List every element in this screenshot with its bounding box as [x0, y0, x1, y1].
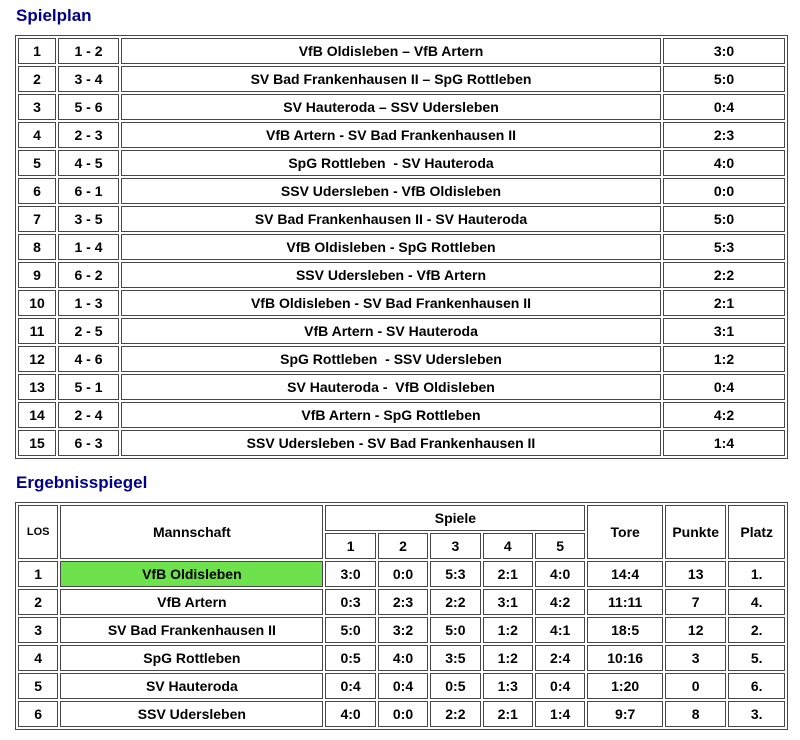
match-name-cell: VfB Oldisleben - SV Bad Frankenhausen II — [121, 290, 661, 316]
match-name-cell: SpG Rottleben - SSV Udersleben — [121, 346, 661, 372]
standings-row — [18, 673, 785, 699]
standings-row — [18, 561, 785, 587]
match-row — [18, 402, 785, 428]
los-cell: 4 — [18, 645, 58, 671]
game-result-cell: 3:2 — [378, 617, 428, 643]
match-row — [18, 430, 785, 456]
los-cell: 5 — [18, 673, 58, 699]
punkte-cell: 3 — [665, 645, 726, 671]
match-number-cell: 11 — [18, 318, 56, 344]
game-number-header: 4 — [483, 533, 533, 559]
game-result-cell: 0:4 — [535, 673, 585, 699]
result-cell: 1:2 — [663, 346, 785, 372]
match-number-cell: 4 — [18, 122, 56, 148]
standings-row — [18, 617, 785, 643]
game-result-cell: 0:5 — [430, 673, 480, 699]
pairing-cell: 2 - 5 — [58, 318, 119, 344]
game-result-cell: 2:2 — [430, 589, 480, 615]
match-row — [18, 66, 785, 92]
game-result-cell: 0:3 — [325, 589, 375, 615]
platz-cell: 5. — [728, 645, 785, 671]
team-cell: SSV Udersleben — [60, 701, 323, 727]
spiele-header: Spiele — [325, 505, 585, 531]
mannschaft-header: Mannschaft — [60, 505, 323, 559]
game-result-cell: 2:1 — [483, 701, 533, 727]
match-name-cell: VfB Artern - SV Hauteroda — [121, 318, 661, 344]
los-cell: 3 — [18, 617, 58, 643]
game-result-cell: 3:5 — [430, 645, 480, 671]
page-content — [15, 0, 788, 730]
match-row — [18, 94, 785, 120]
spielplan-table — [15, 35, 788, 459]
game-result-cell: 1:2 — [483, 617, 533, 643]
game-result-cell: 1:3 — [483, 673, 533, 699]
pairing-cell: 2 - 3 — [58, 122, 119, 148]
tore-header: Tore — [587, 505, 663, 559]
punkte-header: Punkte — [665, 505, 726, 559]
match-name-cell: SSV Udersleben - VfB Oldisleben — [121, 178, 661, 204]
team-cell: VfB Oldisleben — [60, 561, 323, 587]
match-number-cell: 12 — [18, 346, 56, 372]
tore-cell: 1:20 — [587, 673, 663, 699]
result-cell: 3:0 — [663, 38, 785, 64]
game-number-header: 2 — [378, 533, 428, 559]
pairing-cell: 3 - 4 — [58, 66, 119, 92]
result-cell: 2:3 — [663, 122, 785, 148]
platz-cell: 6. — [728, 673, 785, 699]
game-result-cell: 4:0 — [378, 645, 428, 671]
ergebnisspiegel-title: Ergebnisspiegel — [16, 473, 148, 492]
standings-row — [18, 589, 785, 615]
tore-cell: 18:5 — [587, 617, 663, 643]
match-number-cell: 14 — [18, 402, 56, 428]
pairing-cell: 5 - 6 — [58, 94, 119, 120]
match-row — [18, 234, 785, 260]
match-name-cell: VfB Oldisleben - SpG Rottleben — [121, 234, 661, 260]
match-row — [18, 374, 785, 400]
result-cell: 5:3 — [663, 234, 785, 260]
punkte-cell: 7 — [665, 589, 726, 615]
los-cell: 1 — [18, 561, 58, 587]
platz-cell: 1. — [728, 561, 785, 587]
match-name-cell: VfB Artern - SV Bad Frankenhausen II — [121, 122, 661, 148]
game-result-cell: 1:4 — [535, 701, 585, 727]
match-number-cell: 10 — [18, 290, 56, 316]
punkte-cell: 12 — [665, 617, 726, 643]
pairing-cell: 5 - 1 — [58, 374, 119, 400]
tore-cell: 10:16 — [587, 645, 663, 671]
match-number-cell: 5 — [18, 150, 56, 176]
game-result-cell: 0:0 — [378, 701, 428, 727]
pairing-cell: 4 - 6 — [58, 346, 119, 372]
game-result-cell: 4:0 — [535, 561, 585, 587]
los-cell: 6 — [18, 701, 58, 727]
result-cell: 0:4 — [663, 374, 785, 400]
match-name-cell: SSV Udersleben - VfB Artern — [121, 262, 661, 288]
match-row — [18, 262, 785, 288]
match-row — [18, 318, 785, 344]
standings-header-row-1 — [18, 505, 785, 531]
team-cell: SpG Rottleben — [60, 645, 323, 671]
match-row — [18, 290, 785, 316]
match-row — [18, 38, 785, 64]
match-row — [18, 122, 785, 148]
match-name-cell: SV Hauteroda - VfB Oldisleben — [121, 374, 661, 400]
spielplan-title: Spielplan — [16, 6, 92, 25]
result-cell: 0:4 — [663, 94, 785, 120]
game-result-cell: 2:4 — [535, 645, 585, 671]
match-name-cell: SV Bad Frankenhausen II - SV Hauteroda — [121, 206, 661, 232]
game-result-cell: 3:0 — [325, 561, 375, 587]
game-result-cell: 2:1 — [483, 561, 533, 587]
match-number-cell: 13 — [18, 374, 56, 400]
match-row — [18, 346, 785, 372]
game-result-cell: 5:0 — [430, 617, 480, 643]
punkte-cell: 8 — [665, 701, 726, 727]
result-cell: 4:0 — [663, 150, 785, 176]
match-number-cell: 8 — [18, 234, 56, 260]
match-number-cell: 9 — [18, 262, 56, 288]
pairing-cell: 4 - 5 — [58, 150, 119, 176]
match-number-cell: 7 — [18, 206, 56, 232]
game-result-cell: 3:1 — [483, 589, 533, 615]
los-header: LOS — [18, 505, 58, 559]
tore-cell: 9:7 — [587, 701, 663, 727]
game-number-header: 1 — [325, 533, 375, 559]
platz-cell: 3. — [728, 701, 785, 727]
result-cell: 0:0 — [663, 178, 785, 204]
team-cell: SV Bad Frankenhausen II — [60, 617, 323, 643]
pairing-cell: 2 - 4 — [58, 402, 119, 428]
match-row — [18, 206, 785, 232]
pairing-cell: 1 - 3 — [58, 290, 119, 316]
team-cell: SV Hauteroda — [60, 673, 323, 699]
standings-table — [15, 502, 788, 730]
match-number-cell: 6 — [18, 178, 56, 204]
game-number-header: 5 — [535, 533, 585, 559]
game-result-cell: 0:0 — [378, 561, 428, 587]
punkte-cell: 0 — [665, 673, 726, 699]
result-cell: 4:2 — [663, 402, 785, 428]
game-result-cell: 0:4 — [378, 673, 428, 699]
match-row — [18, 150, 785, 176]
match-name-cell: SV Hauteroda – SSV Udersleben — [121, 94, 661, 120]
result-cell: 5:0 — [663, 66, 785, 92]
punkte-cell: 13 — [665, 561, 726, 587]
match-name-cell: SV Bad Frankenhausen II – SpG Rottleben — [121, 66, 661, 92]
platz-header: Platz — [728, 505, 785, 559]
game-result-cell: 4:2 — [535, 589, 585, 615]
result-cell: 1:4 — [663, 430, 785, 456]
result-cell: 5:0 — [663, 206, 785, 232]
match-name-cell: SpG Rottleben - SV Hauteroda — [121, 150, 661, 176]
game-result-cell: 0:4 — [325, 673, 375, 699]
match-name-cell: VfB Artern - SpG Rottleben — [121, 402, 661, 428]
standings-row — [18, 701, 785, 727]
result-cell: 3:1 — [663, 318, 785, 344]
game-result-cell: 0:5 — [325, 645, 375, 671]
match-number-cell: 3 — [18, 94, 56, 120]
game-result-cell: 5:3 — [430, 561, 480, 587]
platz-cell: 2. — [728, 617, 785, 643]
game-result-cell: 2:2 — [430, 701, 480, 727]
pairing-cell: 1 - 2 — [58, 38, 119, 64]
pairing-cell: 3 - 5 — [58, 206, 119, 232]
pairing-cell: 6 - 2 — [58, 262, 119, 288]
standings-row — [18, 645, 785, 671]
match-name-cell: SSV Udersleben - SV Bad Frankenhausen II — [121, 430, 661, 456]
los-cell: 2 — [18, 589, 58, 615]
game-result-cell: 4:0 — [325, 701, 375, 727]
game-number-header: 3 — [430, 533, 480, 559]
game-result-cell: 5:0 — [325, 617, 375, 643]
team-cell: VfB Artern — [60, 589, 323, 615]
pairing-cell: 1 - 4 — [58, 234, 119, 260]
match-row — [18, 178, 785, 204]
result-cell: 2:2 — [663, 262, 785, 288]
platz-cell: 4. — [728, 589, 785, 615]
match-number-cell: 1 — [18, 38, 56, 64]
game-result-cell: 2:3 — [378, 589, 428, 615]
game-result-cell: 1:2 — [483, 645, 533, 671]
result-cell: 2:1 — [663, 290, 785, 316]
match-number-cell: 2 — [18, 66, 56, 92]
match-number-cell: 15 — [18, 430, 56, 456]
pairing-cell: 6 - 3 — [58, 430, 119, 456]
match-name-cell: VfB Oldisleben – VfB Artern — [121, 38, 661, 64]
game-result-cell: 4:1 — [535, 617, 585, 643]
tore-cell: 11:11 — [587, 589, 663, 615]
tore-cell: 14:4 — [587, 561, 663, 587]
pairing-cell: 6 - 1 — [58, 178, 119, 204]
